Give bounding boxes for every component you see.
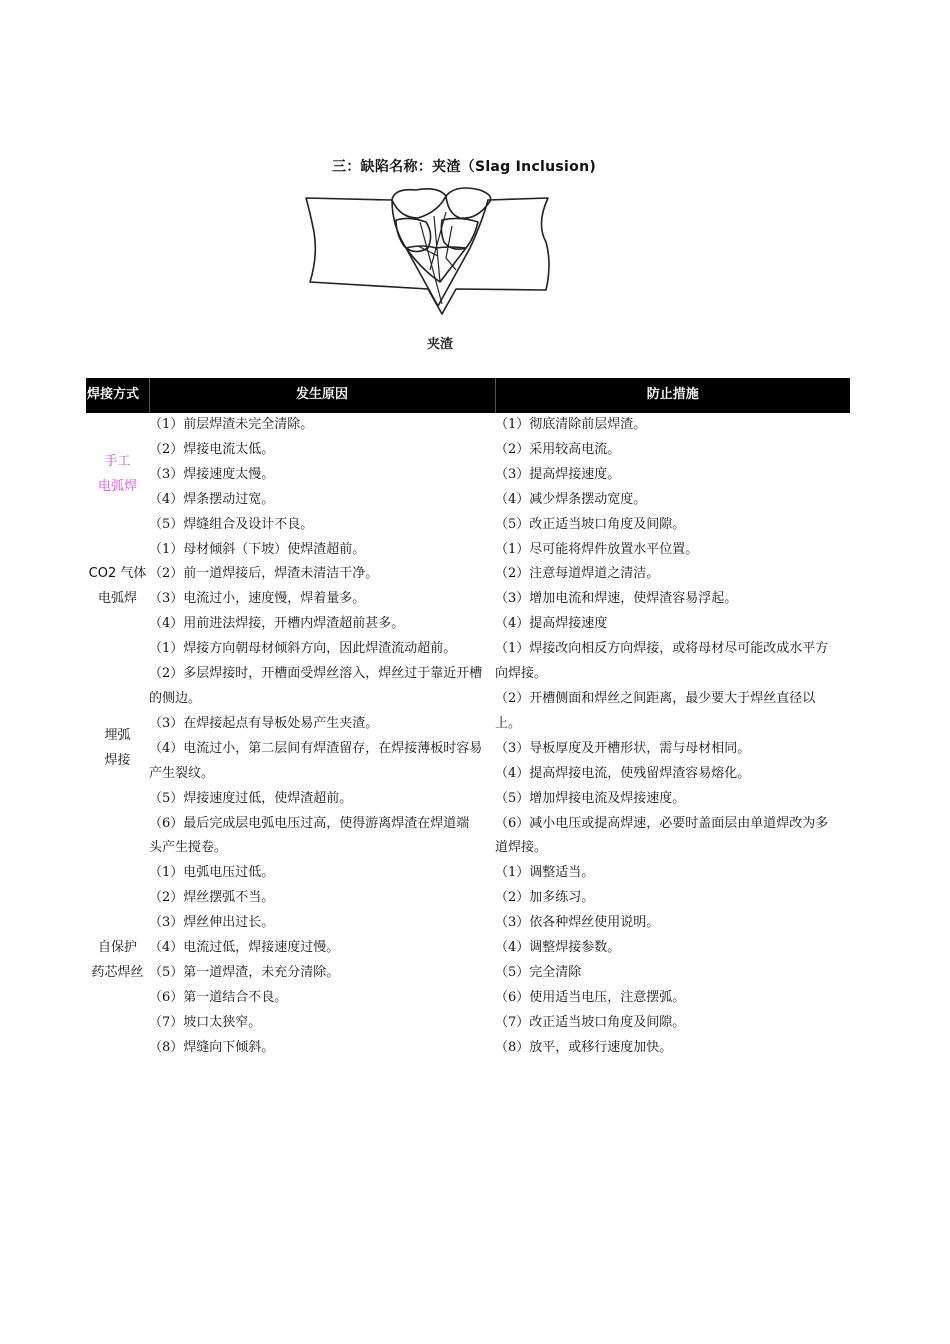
weld-cross-section-figure <box>300 186 562 356</box>
method-line: 药芯焊丝 <box>91 964 144 980</box>
remedy-item: （4）调整焊接参数。 <box>495 940 621 956</box>
cause-cell <box>149 861 495 1060</box>
remedy-item: 道焊接。 <box>495 840 548 856</box>
figure-caption: 夹渣 <box>426 337 453 352</box>
cause-item: 产生裂纹。 <box>149 765 215 781</box>
remedy-item: （7）改正适当坡口角度及间隙。 <box>495 1014 686 1030</box>
header-cause: 发生原因 <box>149 378 495 413</box>
header-remedy: 防止措施 <box>495 378 850 413</box>
base-plate-outline <box>306 198 549 314</box>
method-line: 自保护 <box>97 940 137 956</box>
remedy-item: （3）导板厚度及开槽形状，需与母材相同。 <box>495 740 751 756</box>
cause-item: （3）电流过小，速度慢，焊着量多。 <box>149 591 366 607</box>
cause-item: （6）第一道结合不良。 <box>149 989 288 1005</box>
remedy-item: （1）彻底清除前层焊渣。 <box>495 417 647 432</box>
remedy-item: （1）尽可能将焊件放置水平位置。 <box>495 541 699 557</box>
remedy-item: 向焊接。 <box>495 666 548 682</box>
cause-item: （1）前层焊渣未完全清除。 <box>149 417 314 432</box>
method-line: 电弧焊 <box>97 479 137 495</box>
cause-item: （7）坡口太狭窄。 <box>149 1014 262 1030</box>
cause-item: （6）最后完成层电弧电压过高，使得游离焊渣在焊道端 <box>149 815 470 831</box>
remedy-cell <box>495 538 850 638</box>
cause-item: （5）焊缝组合及设计不良。 <box>149 516 314 532</box>
cause-cell <box>149 538 495 638</box>
cause-item: （2）焊丝摆弧不当。 <box>149 890 275 906</box>
remedy-item: （5）增加焊接电流及焊接速度。 <box>495 790 686 806</box>
header-method: 焊接方式 <box>86 378 149 413</box>
cause-item: 的侧边。 <box>149 690 202 706</box>
remedy-item: （5）完全清除 <box>495 964 582 980</box>
remedy-cell <box>495 637 850 861</box>
method-line: 埋弧 <box>104 728 131 744</box>
method-cell <box>86 538 149 638</box>
cause-item: （4）电流过小，第二层间有焊渣留存，在焊接薄板时容易 <box>149 740 483 756</box>
remedy-item: （1）焊接改向相反方向焊接，或将母材尽可能改成水平方 <box>495 641 829 657</box>
remedy-cell <box>495 861 850 1060</box>
remedy-item: （1）调整适当。 <box>495 865 595 881</box>
method-line: CO2 气体 <box>88 566 147 582</box>
cause-item: （8）焊缝向下倾斜。 <box>149 1039 275 1055</box>
remedy-item: （2）采用较高电流。 <box>495 441 621 457</box>
remedy-item: （5）改正适当坡口角度及间隙。 <box>495 516 686 532</box>
cause-item: （3）焊接速度太慢。 <box>149 466 275 482</box>
cause-item: （1）焊接方向朝母材倾斜方向，因此焊渣流动超前。 <box>149 641 457 657</box>
method-line: 电弧焊 <box>97 591 137 607</box>
cause-item: 头产生搅卷。 <box>149 840 228 856</box>
defect-table <box>86 378 850 1061</box>
cause-item: （5）第一道焊渣，未充分清除。 <box>149 964 340 980</box>
remedy-item: （6）减小电压或提高焊速，必要时盖面层由单道焊改为多 <box>495 815 829 831</box>
method-line: 焊接 <box>104 753 131 769</box>
method-line: 手工 <box>104 454 131 470</box>
remedy-item: （3）依各种焊丝使用说明。 <box>495 915 660 931</box>
remedy-item: （2）开槽侧面和焊丝之间距离，最少要大于焊丝直径以 <box>495 690 816 706</box>
cause-item: （1）电弧电压过低。 <box>149 865 275 881</box>
table-row <box>86 413 850 538</box>
remedy-item: （6）使用适当电压，注意摆弧。 <box>495 989 686 1005</box>
page-title: 三：缺陷名称：夹渣（Slag Inclusion) <box>331 159 597 175</box>
remedy-item: （2）加多练习。 <box>495 890 595 906</box>
weld-bead-top-left <box>392 189 446 218</box>
remedy-item: （2）注意每道焊道之清洁。 <box>495 566 660 582</box>
weld-bead-mid-right <box>441 218 478 249</box>
table-header-row <box>86 378 850 413</box>
cause-item: （1）母材倾斜（下坡）使焊渣超前。 <box>149 541 366 557</box>
method-cell <box>86 861 149 1060</box>
cause-item: （2）焊接电流太低。 <box>149 441 275 457</box>
slag-line-2 <box>434 216 440 282</box>
remedy-item: 上。 <box>495 715 522 731</box>
table-row <box>86 538 850 638</box>
method-cell <box>86 637 149 861</box>
remedy-item: （4）减少焊条摆动宽度。 <box>495 491 647 507</box>
cause-cell <box>149 413 495 538</box>
method-cell <box>86 413 149 538</box>
cause-item: （2）前一道焊接后，焊渣未清洁干净。 <box>149 566 379 582</box>
weld-slag-diagram <box>300 186 562 336</box>
cause-item: （3）焊丝伸出过长。 <box>149 915 275 931</box>
cause-item: （4）焊条摆动过宽。 <box>149 491 275 507</box>
cause-item: （4）用前进法焊接，开槽内焊渣超前甚多。 <box>149 616 405 632</box>
cause-item: （4）电流过低，焊接速度过慢。 <box>149 940 340 956</box>
table-row <box>86 637 850 861</box>
remedy-item: （3）增加电流和焊速，使焊渣容易浮起。 <box>495 591 738 607</box>
cause-item: （2）多层焊接时，开槽面受焊丝溶入，焊丝过于靠近开槽 <box>149 666 483 682</box>
cause-item: （3）在焊接起点有导板处易产生夹渣。 <box>149 715 379 731</box>
table-row <box>86 861 850 1060</box>
cause-item: （5）焊接速度过低，使焊渣超前。 <box>149 790 353 806</box>
remedy-item: （8）放平，或移行速度加快。 <box>495 1039 673 1055</box>
remedy-item: （4）提高焊接电流，使残留焊渣容易熔化。 <box>495 765 751 781</box>
remedy-item: （4）提高焊接速度 <box>495 616 608 632</box>
cause-cell <box>149 637 495 861</box>
remedy-item: （3）提高焊接速度。 <box>495 466 621 482</box>
remedy-cell <box>495 413 850 538</box>
